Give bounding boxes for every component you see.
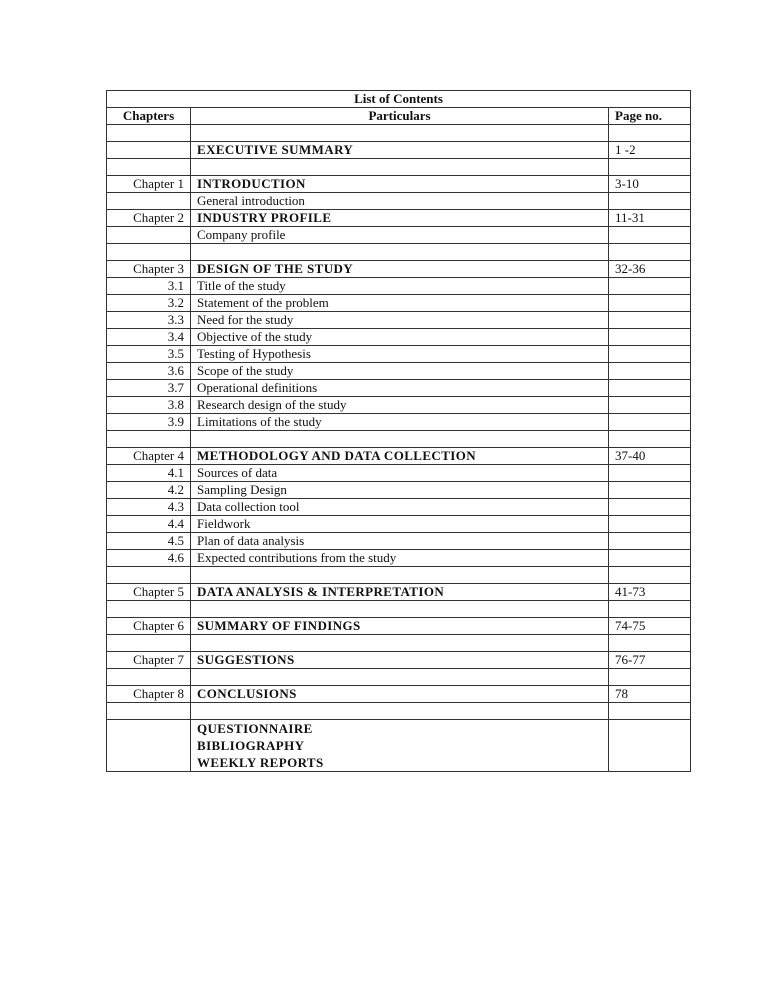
page-number [609, 499, 691, 516]
page-number [609, 550, 691, 567]
table-row [107, 363, 691, 380]
table-row [107, 159, 691, 176]
chapter-number: 3.1 [107, 278, 191, 295]
page-number [609, 533, 691, 550]
table-row [107, 601, 691, 618]
table-row [107, 499, 691, 516]
chapter-number: 4.3 [107, 499, 191, 516]
particular-text: Data collection tool [191, 499, 609, 516]
particular-text: EXECUTIVE SUMMARY [191, 142, 609, 159]
particular-text: DATA ANALYSIS & INTERPRETATION [191, 584, 609, 601]
particular-text: INTRODUCTION [191, 176, 609, 193]
page-number: 78 [609, 686, 691, 703]
chapter-number: 3.7 [107, 380, 191, 397]
page-number [609, 414, 691, 431]
particular-text: Testing of Hypothesis [191, 346, 609, 363]
page-header: Page no. [609, 108, 691, 125]
particular-text: CONCLUSIONS [191, 686, 609, 703]
chapter-number [107, 703, 191, 720]
table-row [107, 261, 691, 278]
particular-text: SUMMARY OF FINDINGS [191, 618, 609, 635]
chapter-number: 4.5 [107, 533, 191, 550]
page-number: 11-31 [609, 210, 691, 227]
table-row [107, 397, 691, 414]
page-number [609, 482, 691, 499]
chapter-number [107, 193, 191, 210]
chapter-number: 3.6 [107, 363, 191, 380]
chapter-number: 4.1 [107, 465, 191, 482]
particular-text: Sampling Design [191, 482, 609, 499]
chapter-number: 3.5 [107, 346, 191, 363]
page-number [609, 363, 691, 380]
table-row [107, 686, 691, 703]
chapter-number: 3.4 [107, 329, 191, 346]
page-number [609, 431, 691, 448]
chapter-number: Chapter 6 [107, 618, 191, 635]
particular-text: Title of the study [191, 278, 609, 295]
page-number: 37-40 [609, 448, 691, 465]
page-number: 3-10 [609, 176, 691, 193]
table-row [107, 244, 691, 261]
table-row [107, 431, 691, 448]
particular-text: DESIGN OF THE STUDY [191, 261, 609, 278]
particular-text: Company profile [191, 227, 609, 244]
page-number [609, 516, 691, 533]
particulars-header: Particulars [191, 108, 609, 125]
chapter-number: 4.4 [107, 516, 191, 533]
page-number [609, 703, 691, 720]
particular-text: Scope of the study [191, 363, 609, 380]
page-number: 76-77 [609, 652, 691, 669]
appendix-item: WEEKLY REPORTS [197, 755, 324, 770]
contents-table [106, 90, 691, 772]
page-number [609, 567, 691, 584]
table-row [107, 312, 691, 329]
table-row [107, 414, 691, 431]
page-number [609, 227, 691, 244]
particular-text: Plan of data analysis [191, 533, 609, 550]
particular-text: General introduction [191, 193, 609, 210]
table-row [107, 448, 691, 465]
chapter-number: 3.8 [107, 397, 191, 414]
table-row [107, 278, 691, 295]
page-number: 1 -2 [609, 142, 691, 159]
particular-text: Operational definitions [191, 380, 609, 397]
chapter-number: Chapter 4 [107, 448, 191, 465]
chapter-number [107, 227, 191, 244]
chapter-number: 3.3 [107, 312, 191, 329]
particular-text [191, 244, 609, 261]
table-row [107, 380, 691, 397]
chapter-number: 4.6 [107, 550, 191, 567]
appendix-row [107, 720, 691, 772]
chapter-number: Chapter 8 [107, 686, 191, 703]
chapter-number: Chapter 5 [107, 584, 191, 601]
header-row [107, 108, 691, 125]
page-number [609, 346, 691, 363]
page-number [609, 193, 691, 210]
table-row [107, 329, 691, 346]
chapter-number [107, 567, 191, 584]
chapter-number: 3.2 [107, 295, 191, 312]
appendix-item: BIBLIOGRAPHY [197, 738, 305, 753]
chapter-number [107, 142, 191, 159]
table-row [107, 669, 691, 686]
appendix-chapter-cell [107, 720, 191, 772]
table-row [107, 703, 691, 720]
particular-text [191, 159, 609, 176]
table-row [107, 550, 691, 567]
page-number [609, 244, 691, 261]
table-row [107, 652, 691, 669]
table-row [107, 210, 691, 227]
page-number: 74-75 [609, 618, 691, 635]
particular-text [191, 125, 609, 142]
particular-text: Statement of the problem [191, 295, 609, 312]
particular-text [191, 567, 609, 584]
chapter-number: 4.2 [107, 482, 191, 499]
page-number [609, 669, 691, 686]
particular-text: Need for the study [191, 312, 609, 329]
page-number [609, 329, 691, 346]
particular-text: METHODOLOGY AND DATA COLLECTION [191, 448, 609, 465]
page-title: List of Contents [107, 91, 691, 108]
page-number [609, 278, 691, 295]
particular-text: Research design of the study [191, 397, 609, 414]
table-row [107, 465, 691, 482]
table-row [107, 176, 691, 193]
page-number [609, 397, 691, 414]
appendix-item: QUESTIONNAIRE [197, 721, 313, 736]
table-row [107, 227, 691, 244]
particular-text: Fieldwork [191, 516, 609, 533]
chapter-number [107, 669, 191, 686]
chapter-number: 3.9 [107, 414, 191, 431]
page-number [609, 635, 691, 652]
page-number [609, 295, 691, 312]
table-row [107, 618, 691, 635]
page-number [609, 601, 691, 618]
chapter-number: Chapter 3 [107, 261, 191, 278]
chapter-number [107, 635, 191, 652]
chapters-header: Chapters [107, 108, 191, 125]
particular-text [191, 431, 609, 448]
chapter-number [107, 159, 191, 176]
particular-text: Limitations of the study [191, 414, 609, 431]
table-row [107, 533, 691, 550]
page-number [609, 465, 691, 482]
particular-text: Objective of the study [191, 329, 609, 346]
table-row [107, 125, 691, 142]
table-row [107, 482, 691, 499]
page-number: 32-36 [609, 261, 691, 278]
table-row [107, 516, 691, 533]
particular-text [191, 601, 609, 618]
page-number [609, 159, 691, 176]
chapter-number: Chapter 2 [107, 210, 191, 227]
chapter-number [107, 125, 191, 142]
particular-text [191, 669, 609, 686]
particular-text: SUGGESTIONS [191, 652, 609, 669]
page-number: 41-73 [609, 584, 691, 601]
page-number [609, 312, 691, 329]
particular-text [191, 703, 609, 720]
particular-text: INDUSTRY PROFILE [191, 210, 609, 227]
chapter-number: Chapter 1 [107, 176, 191, 193]
particular-text: Expected contributions from the study [191, 550, 609, 567]
chapter-number: Chapter 7 [107, 652, 191, 669]
particular-text [191, 635, 609, 652]
table-row [107, 635, 691, 652]
page-number [609, 380, 691, 397]
appendix-page-cell [609, 720, 691, 772]
page-number [609, 125, 691, 142]
title-row [107, 91, 691, 108]
table-row [107, 295, 691, 312]
chapter-number [107, 244, 191, 261]
table-row [107, 346, 691, 363]
table-row [107, 584, 691, 601]
table-row [107, 193, 691, 210]
table-row [107, 142, 691, 159]
table-row [107, 567, 691, 584]
chapter-number [107, 431, 191, 448]
chapter-number [107, 601, 191, 618]
particular-text: Sources of data [191, 465, 609, 482]
appendix-list [191, 720, 609, 772]
